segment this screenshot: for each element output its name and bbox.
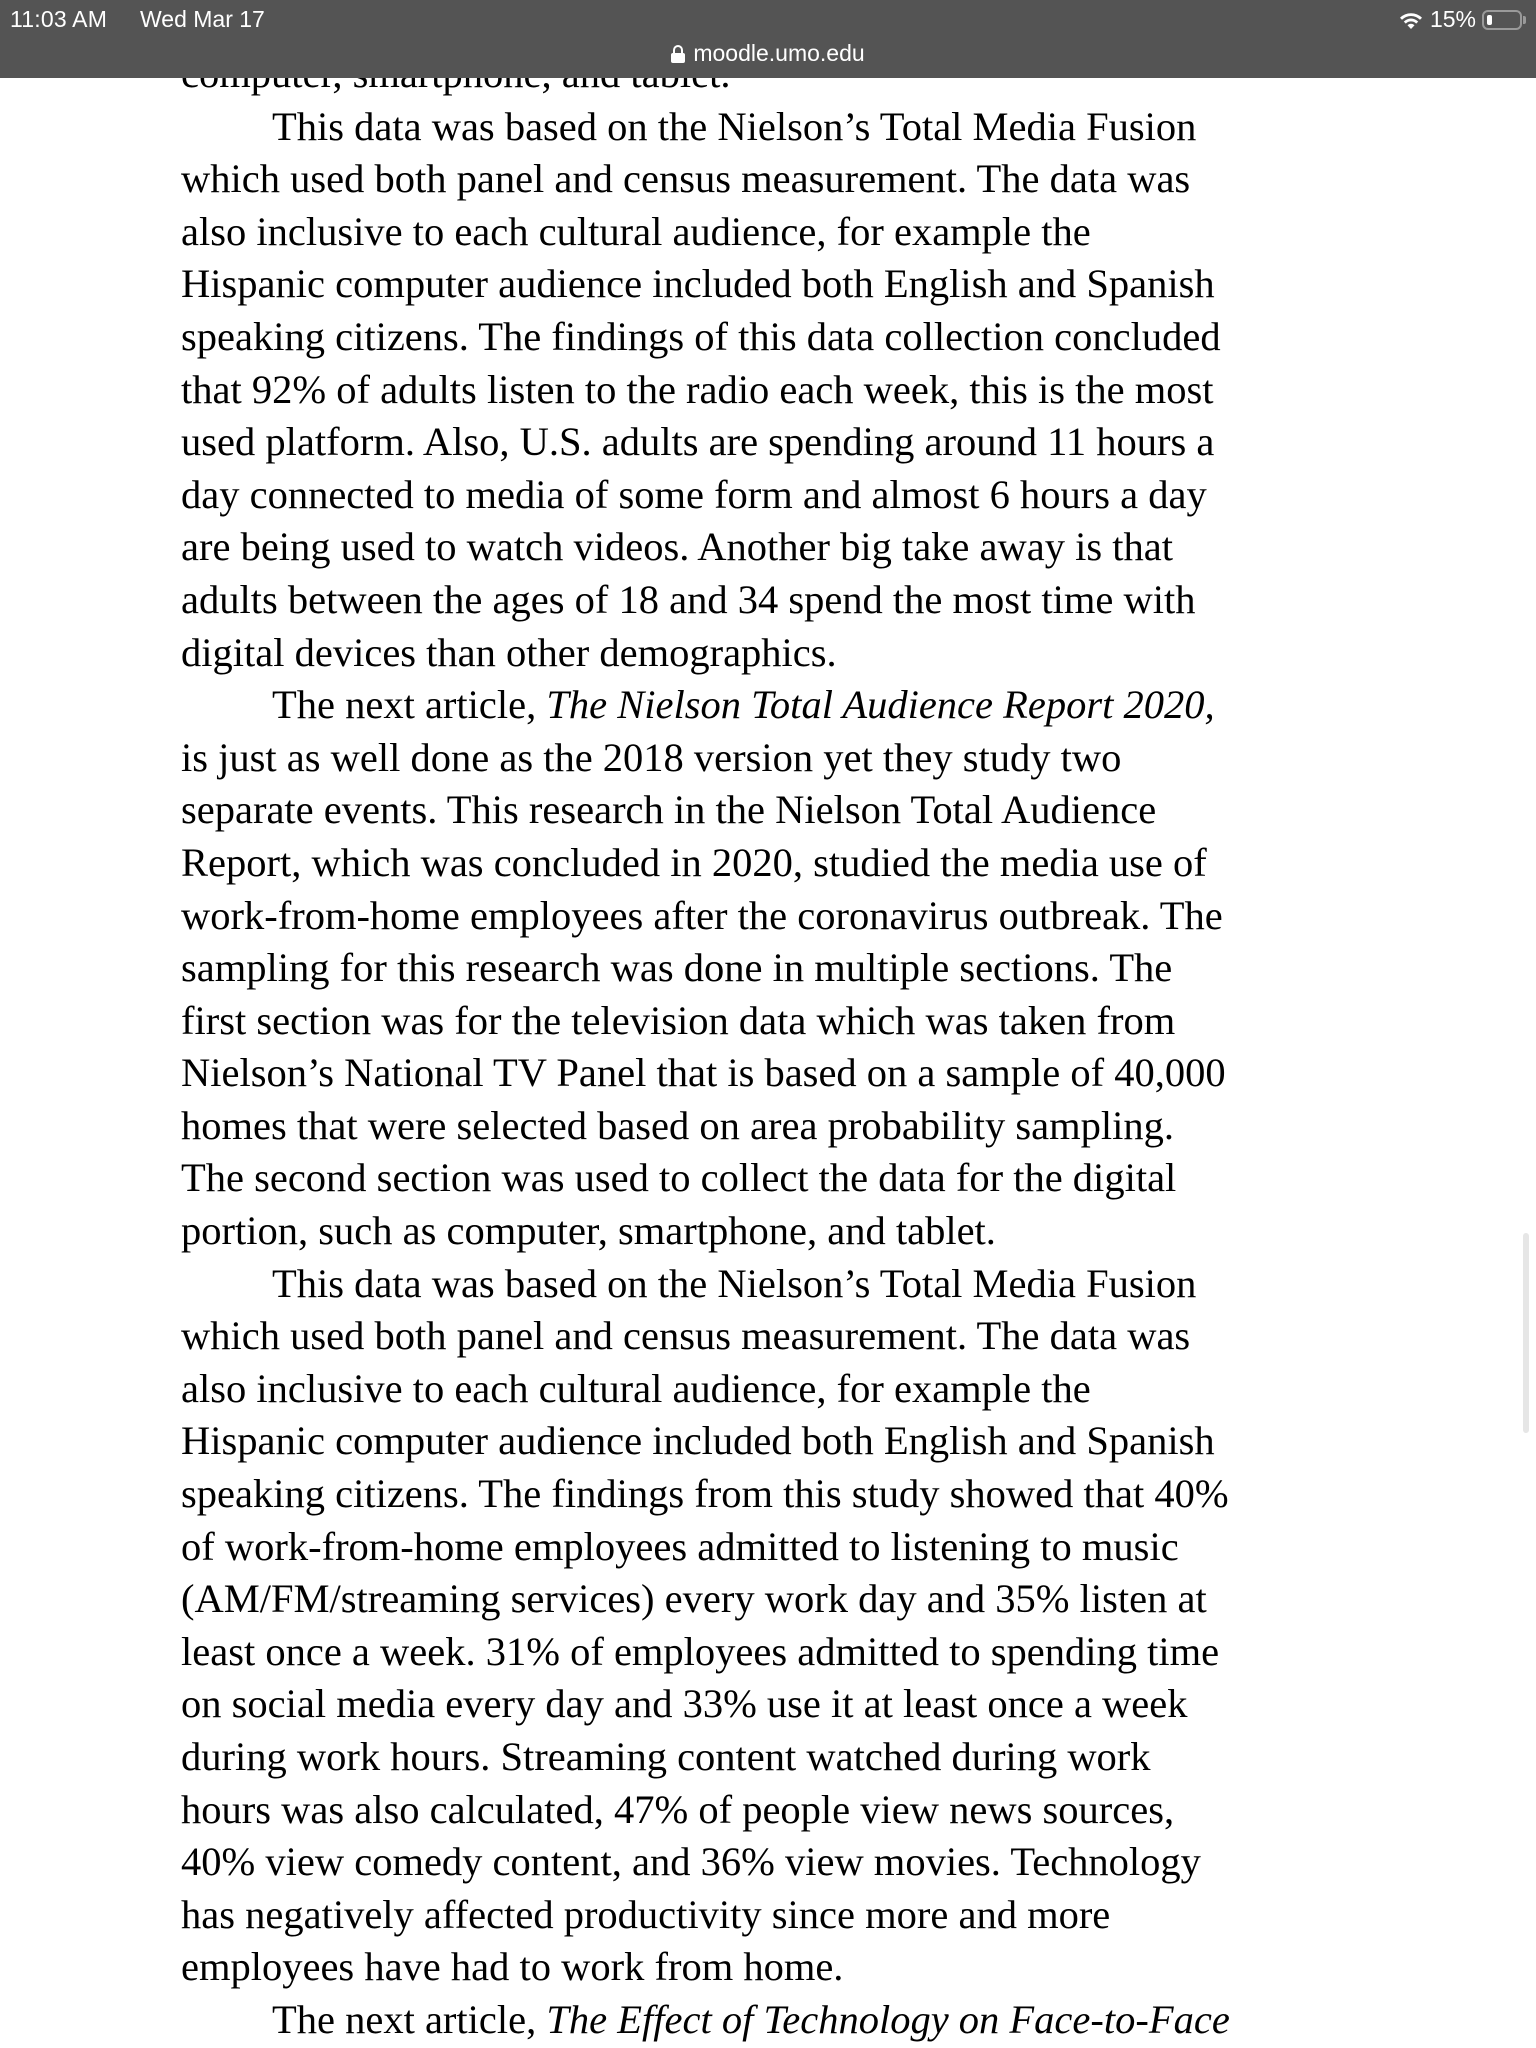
text-line: that 92% of adults listen to the radio each week, this is the most xyxy=(181,366,1214,412)
browser-top-bar xyxy=(0,0,1536,78)
text-line: employees have had to work from home. xyxy=(181,1944,844,1990)
text-line: has negatively affected productivity since more and more xyxy=(181,1891,1111,1937)
text-line: Hispanic computer audience included both English and Spanish xyxy=(181,1418,1215,1464)
text-line: 40% view comedy content, and 36% view movies. Technology xyxy=(181,1839,1201,1885)
text-line: used platform. Also, U.S. adults are spending around 11 hours a xyxy=(181,419,1215,465)
battery-percent: 15% xyxy=(1429,6,1476,32)
text-line: on social media every day and 33% use it at least once a week xyxy=(181,1681,1188,1727)
text-line: of work-from-home employees admitted to listening to music xyxy=(181,1523,1179,1569)
text-line: Hispanic computer audience included both English and Spanish xyxy=(181,261,1215,307)
url-text[interactable]: moodle.umo.edu xyxy=(693,40,865,66)
document-body xyxy=(181,48,1381,2047)
text-line: (AM/FM/streaming services) every work day and 35% listen at xyxy=(181,1576,1207,1622)
text-line: digital devices than other demographics. xyxy=(181,629,837,675)
text-line: The second section was used to collect the data for the digital xyxy=(181,1155,1177,1201)
lock-icon xyxy=(671,45,685,63)
text-line: also inclusive to each cultural audience, for example the xyxy=(181,208,1091,254)
wifi-icon xyxy=(1398,9,1424,31)
battery-icon xyxy=(1482,10,1522,30)
battery-nub xyxy=(1523,16,1526,24)
text-line: speaking citizens. The findings of this data collection concluded xyxy=(181,313,1221,359)
text-line: during work hours. Streaming content watched during work xyxy=(181,1734,1151,1779)
text-line: work-from-home employees after the coronavirus outbreak. The xyxy=(181,892,1223,938)
status-date: Wed Mar 17 xyxy=(140,6,265,32)
text-run: The next article, xyxy=(272,1996,547,2042)
text-line: first section was for the television data which was taken from xyxy=(181,997,1176,1043)
text-line: hours was also calculated, 47% of people view news sources, xyxy=(181,1786,1175,1832)
status-time: 11:03 AM xyxy=(10,6,108,32)
text-line: which used both panel and census measurement. The data was xyxy=(181,1313,1191,1359)
text-line: is just as well done as the 2018 version yet they study two xyxy=(181,734,1122,780)
scrollbar[interactable] xyxy=(1523,1233,1529,1433)
text-line: separate events. This research in the Nielson Total Audience xyxy=(181,787,1157,833)
address-bar[interactable] xyxy=(0,40,1536,67)
text-line: sampling for this research was done in multiple sections. The xyxy=(181,945,1173,991)
article-title: The Effect of Technology on Face-to-Face xyxy=(546,1996,1230,2042)
text-line: adults between the ages of 18 and 34 spend the most time with xyxy=(181,576,1196,622)
text-line: This data was based on the Nielson’s Total Media Fusion xyxy=(272,1260,1197,1306)
text-line: also inclusive to each cultural audience, for example the xyxy=(181,1365,1091,1411)
text-line: which used both panel and census measurement. The data was xyxy=(181,156,1191,202)
text-line xyxy=(181,679,1381,732)
text-line: Report, which was concluded in 2020, studied the media use of xyxy=(181,839,1207,885)
article-title: The Nielson Total Audience Report 2020, xyxy=(546,682,1215,728)
text-line: day connected to media of some form and almost 6 hours a day xyxy=(181,471,1207,517)
text-line: homes that were selected based on area probability sampling. xyxy=(181,1102,1175,1148)
text-run: The next article, xyxy=(272,682,547,728)
text-line: This data was based on the Nielson’s Total Media Fusion xyxy=(272,103,1197,149)
text-line: Nielson’s National TV Panel that is based on a sample of 40,000 xyxy=(181,1050,1226,1096)
status-indicators xyxy=(1398,6,1526,33)
text-line xyxy=(181,1994,1381,2047)
text-line: least once a week. 31% of employees admitted to spending time xyxy=(181,1628,1220,1674)
text-line: speaking citizens. The findings from this study showed that 40% xyxy=(181,1471,1229,1517)
text-line: are being used to watch videos. Another big take away is that xyxy=(181,524,1173,570)
text-line: portion, such as computer, smartphone, and tablet. xyxy=(181,1208,996,1254)
